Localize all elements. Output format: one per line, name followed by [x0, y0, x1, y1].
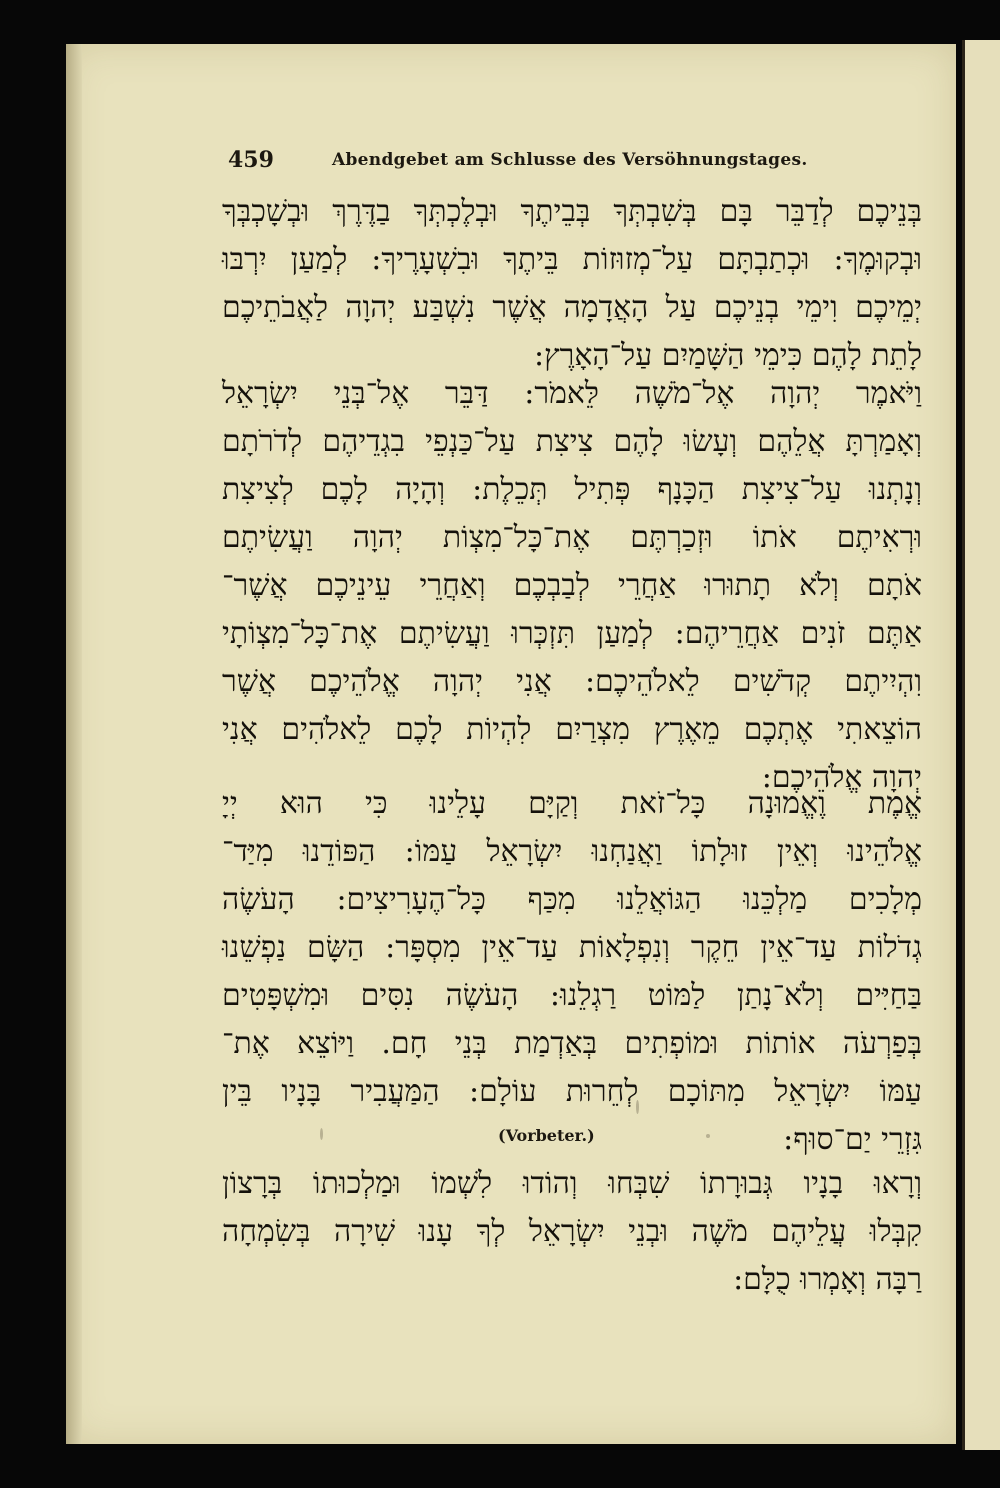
text-line: לָתֵת לָהֶם כִּימֵי הַשָּׁמַיִם עַל־הָאָרֶץ:: [533, 338, 922, 373]
text-line: בְּפַרְעֹה אוֹתוֹת וּמוֹפְתִים בְּאַדְמַת בְּנֵי חָם. וַיּוֹצֵא אֶת־: [222, 1026, 922, 1061]
adjacent-page-edge: [962, 40, 1000, 1450]
text-line: מְלָכִים מַלְכֵּנוּ הַגּוֹאֲלֵנוּ מִכַּף כָּל־הֶעָרִיצִים: הָעֹשֶׂה: [222, 882, 922, 917]
text-line: וַיֹּאמֶר יְהוָה אֶל־מֹשֶׁה לֵּאמֹר: דַּבֵּר אֶל־בְּנֵי יִשְׂרָאֵל: [222, 376, 922, 411]
paragraph-4: [222, 1160, 922, 1304]
paragraph-2: [222, 370, 922, 802]
text-line: וִהְיִיתֶם קְדֹשִׁים לֵאלֹהֵיכֶם: אֲנִי יְהוָה אֱלֹהֵיכֶם אֲשֶׁר: [222, 664, 922, 699]
text-line: יְמֵיכֶם וִימֵי בְנֵיכֶם עַל הָאֲדָמָה אֲשֶׁר נִשְׁבַּע יְהוָה לַאֲבֹתֵיכֶם: [222, 290, 922, 325]
cantor-label: (Vorbeter.): [498, 1126, 595, 1145]
paragraph-1: [222, 188, 922, 380]
text-line: בַּחַיִּים וְלֹא־נָתַן לַמּוֹט רַגְלֵנוּ: הָעֹשֶׂה נִסִּים וּמִשְׁפָּטִים: [222, 978, 922, 1013]
text-line: וְרָאוּ בָנָיו גְּבוּרָתוֹ שִׁבְּחוּ וְהוֹדוּ לִשְׁמוֹ וּמַלְכוּתוֹ בְּרָצוֹן: [222, 1166, 922, 1201]
text-line: הוֹצֵאתִי אֶתְכֶם מֵאֶרֶץ מִצְרַיִם לִהְיוֹת לָכֶם לֵאלֹהִים אֲנִי: [222, 712, 922, 747]
text-line: גְדֹלוֹת עַד־אֵין חֵקֶר וְנִפְלָאוֹת עַד־אֵין מִסְפָּר: הַשָּׂם נַפְשֵׁנוּ: [222, 930, 922, 965]
page-number: 459: [228, 147, 274, 173]
text-line: וּבְקוּמֶךָ: וּכְתַבְתָּם עַל־מְזוּזוֹת בֵּיתֶךָ וּבִשְׁעָרֶיךָ: לְמַעַן יִרְבּוּ: [222, 242, 922, 277]
text-line: בְּנֵיכֶם לְדַבֵּר בָּם בְּשִׁבְתְּךָ בְּבֵיתֶךָ וּבְלֶכְתְּךָ בַדֶּרֶךְ וּבְשָׁכְבְּךָ: [222, 194, 922, 229]
paragraph-3: [222, 780, 922, 1164]
ink-speck: [636, 1100, 639, 1114]
text-line: וְאָמַרְתָּ אֲלֵהֶם וְעָשׂוּ לָהֶם צִיצִת עַל־כַּנְפֵי בִגְדֵיהֶם לְדֹרֹתָם: [222, 424, 922, 459]
text-line: אֱמֶת וֶאֱמוּנָה כָּל־זֹאת וְקַיָּם עָלֵינוּ כִּי הוּא יְיָ: [222, 786, 922, 821]
ink-speck: [706, 1134, 710, 1138]
text-line: קִבְּלוּ עֲלֵיהֶם מֹשֶׁה וּבְנֵי יִשְׂרָאֵל לְךָ עָנוּ שִׁירָה בְּשִׂמְחָה: [222, 1214, 922, 1249]
text-line: אַתֶּם זֹנִים אַחֲרֵיהֶם: לְמַעַן תִּזְכְּרוּ וַעֲשִׂיתֶם אֶת־כָּל־מִצְוֹתָי: [222, 616, 922, 651]
text-line: יְהוָה אֱלֹהֵיכֶם:: [761, 760, 922, 795]
text-line: וּרְאִיתֶם אֹתוֹ וּזְכַרְתֶּם אֶת־כָּל־מִצְוֹת יְהוָה וַעֲשִׂיתֶם: [222, 520, 922, 555]
running-title: Abendgebet am Schlusse des Versöhnungstages.: [332, 150, 808, 170]
text-line: רַבָּה וְאָמְרוּ כֻלָּם:: [733, 1262, 922, 1297]
text-line: אֹתָם וְלֹא תָתוּרוּ אַחֲרֵי לְבַבְכֶם וְאַחֲרֵי עֵינֵיכֶם אֲשֶׁר־: [222, 568, 922, 603]
text-line: אֱלֹהֵינוּ וְאֵין זוּלָתוֹ וַאֲנַחְנוּ יִשְׂרָאֵל עַמּוֹ: הַפּוֹדֵנוּ מִיַּד־: [222, 834, 922, 869]
text-line: עַמּוֹ יִשְׂרָאֵל מִתּוֹכָם לְחֵרוּת עוֹלָם: הַמַּעֲבִיר בָּנָיו בֵּין: [222, 1074, 922, 1109]
text-line: גִּזְרֵי יַם־סוּף:: [783, 1122, 922, 1157]
ink-speck: [320, 1128, 323, 1140]
page-gutter: [66, 44, 82, 1444]
text-line: וְנָתְנוּ עַל־צִיצִת הַכָּנָף פְּתִיל תְּכֵלֶת: וְהָיָה לָכֶם לְצִיצִת: [222, 472, 922, 507]
